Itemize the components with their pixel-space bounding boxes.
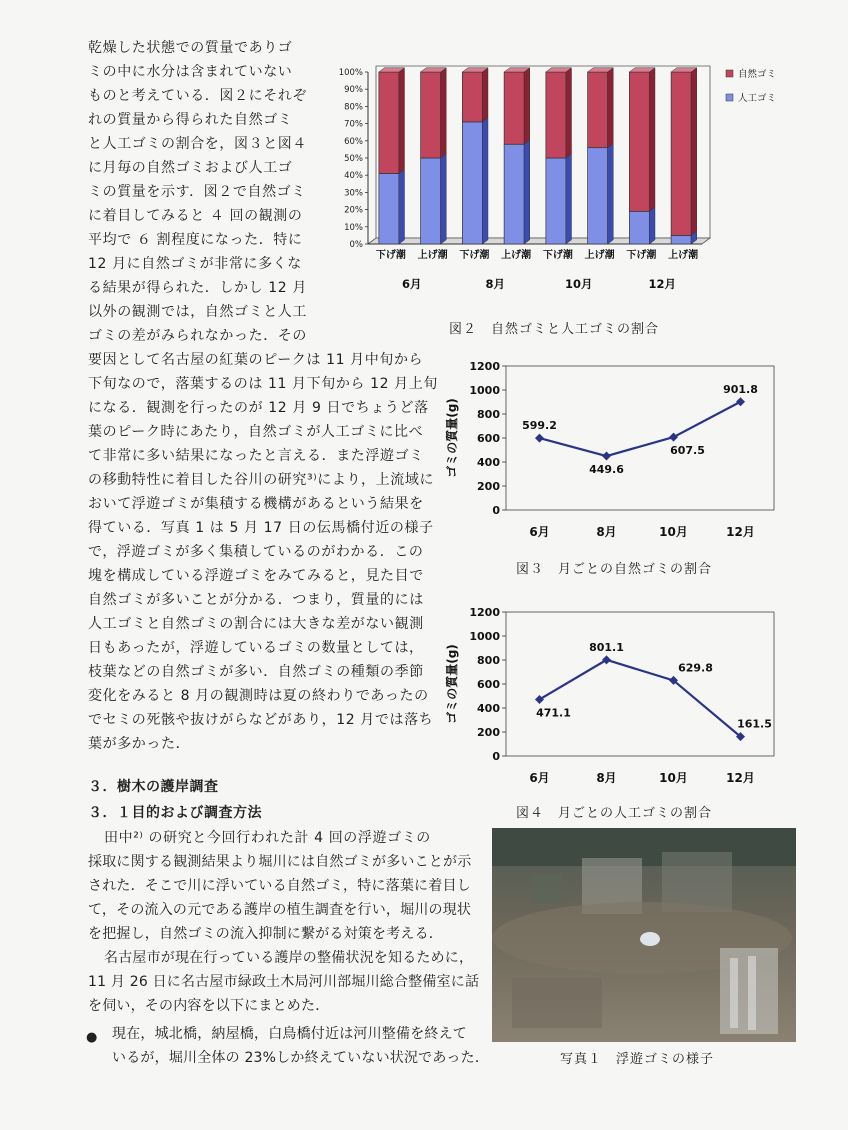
body-line: でセミの死骸や抜けがらなどがあり，12 月では落ち bbox=[88, 712, 434, 728]
bar-artificial-side bbox=[649, 207, 655, 244]
y-tick-label: 1000 bbox=[469, 630, 500, 643]
bar-artificial-side bbox=[524, 140, 530, 244]
body-line: に着目してみると ４ 回の観測の bbox=[88, 208, 303, 224]
x-tick-label: 6月 bbox=[529, 525, 550, 539]
legend-label: 自然ゴミ bbox=[738, 69, 777, 80]
body-line: された．そこで川に浮いている自然ゴミ，特に落葉に着目し bbox=[88, 878, 471, 894]
y-tick-label: 30% bbox=[344, 188, 363, 199]
bar-natural-garbage bbox=[629, 72, 649, 211]
y-tick-label: 50% bbox=[344, 154, 363, 164]
body-line: 枝葉などの自然ゴミが多い．自然ゴミの種類の季節 bbox=[88, 664, 424, 680]
bar-artificial-side bbox=[608, 143, 614, 244]
bar-natural-side bbox=[524, 68, 530, 144]
body-line: の移動特性に着目した谷川の研究³⁾により，上流域に bbox=[88, 472, 435, 488]
photo-floating-garbage bbox=[492, 828, 796, 1042]
x-tick-label: 8月 bbox=[596, 525, 617, 539]
bar-natural-side bbox=[691, 68, 697, 236]
bar-natural-garbage bbox=[421, 72, 441, 158]
legend-swatch bbox=[726, 70, 733, 77]
body-line: 名古屋市が現在行っている護岸の整備状況を知るために， bbox=[104, 950, 474, 966]
x-tick-label: 8月 bbox=[596, 771, 617, 785]
body-line: 下旬なので，落葉するのは 11 月下旬から 12 月上旬 bbox=[88, 376, 438, 392]
bar-natural-side bbox=[566, 68, 572, 158]
legend-swatch bbox=[726, 94, 733, 101]
y-tick-label: 0 bbox=[492, 750, 500, 763]
x-group-label: 12月 bbox=[648, 277, 677, 291]
bar-natural-garbage bbox=[379, 72, 399, 173]
body-line: 採取に関する観測結果より堀川には自然ゴミが多いことが示 bbox=[88, 854, 472, 870]
data-label: 599.2 bbox=[522, 419, 557, 433]
body-line: 葉のピーク時にあたり，自然ゴミが人工ゴミに比べ bbox=[88, 424, 424, 440]
y-tick-label: 90% bbox=[344, 85, 363, 96]
x-tick-label: 12月 bbox=[726, 525, 755, 539]
body-line: ゴミの差がみられなかった．その bbox=[88, 328, 307, 344]
figure-3-line-chart bbox=[440, 356, 800, 548]
y-tick-label: 70% bbox=[344, 119, 363, 130]
body-line: 日もあったが，浮遊しているゴミの数量としては， bbox=[88, 640, 424, 656]
x-category-label: 上げ潮 bbox=[668, 250, 699, 261]
bar-artificial-garbage bbox=[462, 122, 482, 244]
body-line: ものと考えている．図２にそれぞ bbox=[88, 88, 307, 104]
x-category-label: 上げ潮 bbox=[584, 250, 615, 261]
data-label: 629.8 bbox=[678, 661, 713, 675]
bar-natural-garbage bbox=[504, 72, 524, 144]
body-line: て，その流入の元である護岸の植生調査を行い，堀川の現状 bbox=[88, 902, 472, 918]
body-line: 田中²⁾ の研究と今回行われた計 4 回の浮遊ゴミの bbox=[104, 830, 431, 846]
figure-3-caption: 図３ 月ごとの自然ゴミの割合 bbox=[516, 562, 713, 577]
bar-artificial-garbage bbox=[421, 158, 441, 244]
bar-artificial-side bbox=[566, 154, 572, 244]
x-tick-label: 10月 bbox=[659, 771, 688, 785]
y-axis-title: ゴミの質量(g) bbox=[445, 398, 459, 478]
y-tick-label: 800 bbox=[477, 654, 500, 667]
body-line: 葉が多かった． bbox=[88, 736, 191, 752]
chart-floor bbox=[368, 238, 710, 244]
photo-1-caption: 写真１ 浮遊ゴミの様子 bbox=[560, 1052, 715, 1067]
body-line: ミの質量を示す．図２で自然ゴミ bbox=[88, 184, 306, 200]
y-tick-label: 20% bbox=[344, 205, 363, 216]
y-tick-label: 600 bbox=[477, 678, 500, 691]
y-tick-label: 10% bbox=[344, 222, 363, 233]
section-heading: ３．樹木の護岸調査 bbox=[88, 779, 219, 795]
body-line: 人工ゴミと自然ゴミの割合には大きな差がない観測 bbox=[88, 616, 424, 632]
bullet-icon: ● bbox=[86, 1030, 98, 1045]
body-line: 11 月 26 日に名古屋市緑政土木局河川部堀川総合整備室に話 bbox=[88, 974, 480, 990]
body-line: を伺い，その内容を以下にまとめた． bbox=[88, 998, 330, 1014]
bullet-line: 現在，城北橋，納屋橋，白鳥橋付近は河川整備を終えて bbox=[112, 1026, 467, 1042]
data-label: 161.5 bbox=[737, 717, 772, 731]
data-label: 607.5 bbox=[670, 444, 705, 458]
bar-artificial-side bbox=[399, 169, 405, 244]
x-category-label: 上げ潮 bbox=[417, 250, 448, 261]
y-tick-label: 600 bbox=[477, 432, 500, 445]
x-category-label: 上げ潮 bbox=[501, 250, 532, 261]
y-tick-label: 0% bbox=[349, 240, 363, 250]
body-line: 得ている．写真 1 は 5 月 17 日の伝馬橋付近の様子 bbox=[88, 520, 434, 536]
x-category-label: 下げ潮 bbox=[459, 250, 490, 261]
y-tick-label: 1200 bbox=[469, 360, 500, 373]
figure-2-stacked-bar-chart bbox=[330, 62, 790, 302]
y-tick-label: 0 bbox=[492, 504, 500, 517]
x-tick-label: 12月 bbox=[726, 771, 755, 785]
body-line: 自然ゴミが多いことが分かる．つまり，質量的には bbox=[88, 592, 424, 608]
bar-artificial-garbage bbox=[629, 211, 649, 244]
bar-natural-side bbox=[608, 68, 614, 148]
y-tick-label: 80% bbox=[344, 102, 363, 113]
data-label: 801.1 bbox=[589, 640, 624, 654]
y-tick-label: 60% bbox=[344, 136, 363, 147]
body-line: を把握し，自然ゴミの流入抑制に繋がる対策を考える． bbox=[88, 926, 443, 942]
bar-natural-side bbox=[399, 68, 405, 174]
bar-natural-garbage bbox=[546, 72, 566, 158]
bar-natural-side bbox=[649, 68, 655, 212]
data-label: 449.6 bbox=[589, 463, 624, 477]
body-line: 要因として名古屋の紅葉のピークは 11 月中旬から bbox=[88, 352, 424, 368]
bar-artificial-garbage bbox=[671, 235, 691, 244]
bullet-line: いるが，堀川全体の 23%しか終えていない状況であった． bbox=[112, 1050, 490, 1066]
figure-4-caption: 図４ 月ごとの人工ゴミの割合 bbox=[516, 806, 713, 821]
body-line: ミの中に水分は含まれていない bbox=[88, 64, 293, 80]
x-tick-label: 6月 bbox=[529, 771, 550, 785]
body-line: になる．観測を行ったのが 12 月 9 日でちょうど落 bbox=[88, 400, 429, 416]
bar-artificial-garbage bbox=[546, 158, 566, 244]
y-tick-label: 400 bbox=[477, 456, 500, 469]
y-tick-label: 1200 bbox=[469, 606, 500, 619]
legend-label: 人工ゴミ bbox=[738, 93, 777, 104]
bar-artificial-side bbox=[441, 154, 447, 244]
body-line: る結果が得られた．しかし 12 月 bbox=[88, 280, 307, 296]
figure-2-caption: 図２ 自然ゴミと人工ゴミの割合 bbox=[449, 322, 660, 337]
y-tick-label: 1000 bbox=[469, 384, 500, 397]
bar-natural-side bbox=[482, 68, 488, 122]
figure-4-line-chart bbox=[440, 602, 800, 792]
bar-artificial-garbage bbox=[588, 148, 608, 244]
body-line: おいて浮遊ゴミが集積する機構があるという結果を bbox=[88, 496, 424, 512]
y-tick-label: 800 bbox=[477, 408, 500, 421]
x-tick-label: 10月 bbox=[659, 525, 688, 539]
body-line: れの質量から得られた自然ゴミ bbox=[88, 112, 293, 128]
body-line: て非常に多い結果になったと言える．また浮遊ゴミ bbox=[88, 448, 424, 464]
plot-area bbox=[506, 612, 774, 756]
x-category-label: 下げ潮 bbox=[375, 250, 406, 261]
bar-natural-garbage bbox=[462, 72, 482, 122]
y-tick-label: 200 bbox=[477, 726, 500, 739]
x-category-label: 下げ潮 bbox=[542, 250, 573, 261]
y-tick-label: 400 bbox=[477, 702, 500, 715]
bar-natural-side bbox=[441, 68, 447, 158]
x-group-label: 6月 bbox=[401, 277, 422, 291]
body-line: 変化をみると 8 月の観測時は夏の終わりであったの bbox=[88, 688, 429, 704]
bar-artificial-garbage bbox=[504, 144, 524, 244]
body-line: 以外の観測では，自然ゴミと人工 bbox=[88, 304, 307, 320]
y-tick-label: 200 bbox=[477, 480, 500, 493]
subsection-heading: ３．１目的および調査方法 bbox=[88, 805, 262, 821]
data-label: 471.1 bbox=[536, 706, 571, 720]
body-line: で，浮遊ゴミが多く集積しているのがわかる．この bbox=[88, 544, 424, 560]
data-label: 901.8 bbox=[723, 382, 758, 396]
x-category-label: 下げ潮 bbox=[626, 250, 657, 261]
body-line: 平均で ６ 割程度になった．特に bbox=[88, 232, 303, 248]
bar-artificial-side bbox=[482, 118, 488, 244]
body-line: 塊を構成している浮遊ゴミをみてみると，見た目で bbox=[88, 568, 424, 584]
x-group-label: 10月 bbox=[564, 277, 593, 291]
body-line: 乾燥した状態での質量でありゴ bbox=[88, 40, 293, 56]
bar-natural-garbage bbox=[671, 72, 691, 235]
y-tick-label: 40% bbox=[344, 171, 363, 182]
body-line: 12 月に自然ゴミが非常に多くな bbox=[88, 256, 302, 272]
bar-artificial-garbage bbox=[379, 173, 399, 244]
y-tick-label: 100% bbox=[338, 68, 363, 78]
body-line: と人工ゴミの割合を，図３と図４ bbox=[88, 136, 307, 152]
x-group-label: 8月 bbox=[485, 277, 506, 291]
bar-natural-garbage bbox=[588, 72, 608, 148]
body-line: に月毎の自然ゴミおよび人工ゴ bbox=[88, 160, 293, 176]
y-axis-title: ゴミの質量(g) bbox=[445, 644, 459, 724]
